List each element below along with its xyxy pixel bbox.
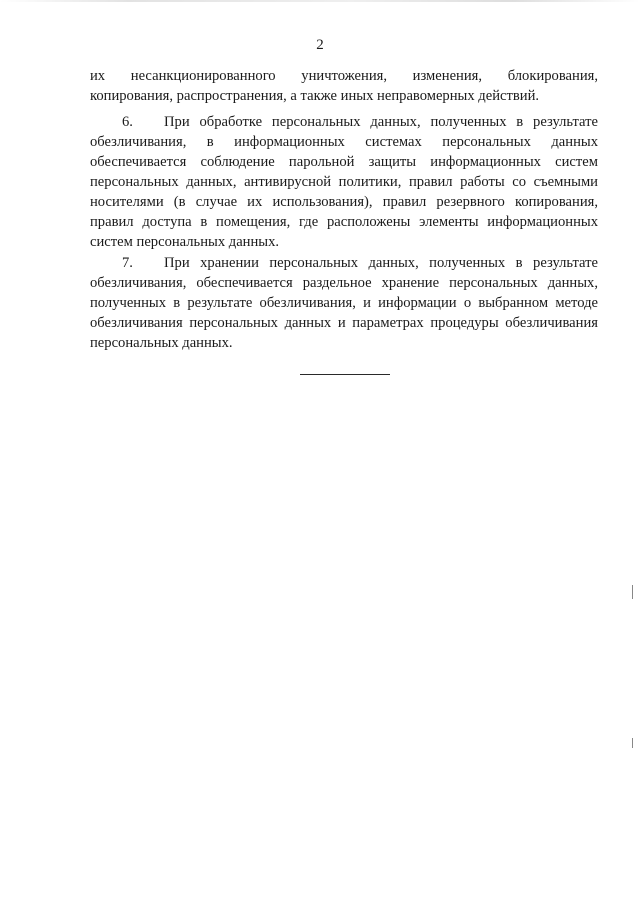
- text-line: их несанкционированного уничтожения, изменения, блокирования,: [90, 68, 598, 84]
- paragraph-first-line: [90, 112, 598, 132]
- paragraph-7: [90, 253, 598, 353]
- text-line: персональных данных.: [90, 335, 233, 351]
- text-line: обезличивания, обеспечивается раздельное хранение персональных данных,: [90, 275, 598, 291]
- text-line: обезличивания, в информационных системах персональных данных: [90, 134, 598, 150]
- text-line: копирования, распространения, а также иных неправомерных действий.: [90, 88, 540, 104]
- paragraph-6: [90, 112, 598, 252]
- first-line-text: При хранении персональных данных, полученных в результате: [164, 255, 598, 271]
- paragraph-continuation: [90, 66, 598, 106]
- scan-edge-mark: [632, 585, 633, 599]
- paragraph-number: 6.: [122, 114, 133, 130]
- text-line: правил доступа в помещения, где расположены элементы информационных: [90, 214, 598, 230]
- text-line: обеспечивается соблюдение парольной защиты информационных систем: [90, 154, 598, 170]
- text-line: обезличивания персональных данных и параметрах процедуры обезличивания: [90, 315, 598, 331]
- text-line: персональных данных, антивирусной политики, правил работы со съемными: [90, 174, 598, 190]
- text-line: систем персональных данных.: [90, 234, 280, 250]
- paragraph-number: 7.: [122, 255, 133, 271]
- text-line: носителями (в случае их использования), правил резервного копирования,: [90, 194, 598, 210]
- text-line: полученных в результате обезличивания, и информации о выбранном методе: [90, 295, 598, 311]
- end-separator-line: [300, 374, 390, 375]
- scan-edge-mark: [632, 738, 633, 748]
- first-line-text: При обработке персональных данных, полученных в результате: [164, 114, 598, 130]
- paragraph-first-line: [90, 253, 598, 273]
- scan-top-edge: [0, 0, 640, 2]
- page-number: 2: [316, 37, 324, 53]
